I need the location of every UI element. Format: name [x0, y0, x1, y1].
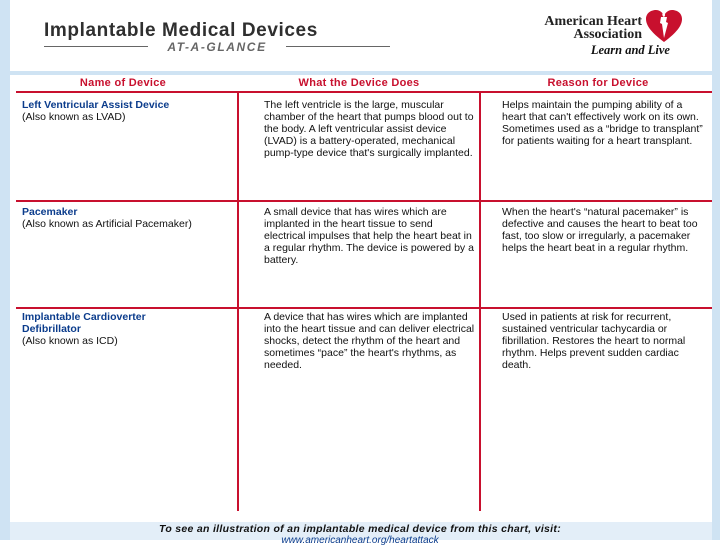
device-alias: (Also known as ICD) [22, 335, 118, 347]
table-row [22, 311, 202, 347]
column-header-reason: Reason for Device [547, 77, 649, 89]
document-subtitle: AT-A-GLANCE [167, 40, 267, 54]
column-header-does: What the Device Does [298, 77, 420, 89]
document-title: Implantable Medical Devices [44, 20, 318, 41]
device-name: Pacemaker [22, 206, 78, 218]
device-reason: Used in patients at risk for recurrent, sustained ventricular tachycardia or fibrillation. Restores the heart to normal rhythm. Helps prevent sudden cardiac death. [502, 311, 686, 371]
header-divider [16, 91, 712, 93]
organization-name-line1: American Heart [544, 14, 642, 29]
organization-tagline: Learn and Live [590, 43, 670, 57]
device-alias: (Also known as Artificial Pacemaker) [22, 218, 192, 230]
column-divider-1 [237, 91, 239, 511]
device-name: Left Ventricular Assist Device [22, 99, 170, 111]
heart-torch-icon [644, 8, 684, 44]
device-reason: When the heart's “natural pacemaker” is defective and causes the heart to beat too fast, too slow or irregularly, a pacemaker helps the heart beat in a regular rhythm. [502, 206, 698, 254]
organization-name [506, 15, 642, 41]
row-divider-1 [16, 200, 712, 202]
device-description: The left ventricle is the large, muscular chamber of the heart that pumps blood out to the body. A left ventricular assist device (LVAD) is a battery-operated, mechanical pump-type device that's surgically implanted. [264, 99, 474, 159]
subtitle-rule-right [286, 46, 390, 47]
footer-link[interactable]: www.americanheart.org/heartattack [281, 535, 439, 546]
device-reason: Helps maintain the pumping ability of a heart that can't effectively work on its own. Sometimes used as a “bridge to transplant” for patients waiting for a heart transplant. [502, 99, 703, 147]
device-name: Implantable Cardioverter Defibrillator [22, 311, 146, 335]
column-divider-2 [479, 91, 481, 511]
device-description: A device that has wires which are implanted into the heart tissue and can deliver electrical shocks, detect the rhythm of the heart and sometimes “pace” the heart's rhythms, as needed. [264, 311, 475, 371]
footer-text: To see an illustration of an implantable medical device from this chart, visit: [159, 523, 561, 535]
row-divider-2 [16, 307, 712, 309]
subtitle-row [44, 40, 390, 54]
column-header-name: Name of Device [79, 77, 167, 89]
header-band [10, 71, 712, 75]
device-alias: (Also known as LVAD) [22, 111, 126, 123]
table-row [22, 99, 230, 123]
device-description: A small device that has wires which are implanted in the heart tissue to send electrical impulses that help the heart beat in a regular rhythm. The device is powered by a battery. [264, 206, 474, 266]
table-row [22, 206, 230, 230]
organization-name-line2: Association [573, 27, 642, 42]
left-frame-bar [0, 0, 10, 540]
